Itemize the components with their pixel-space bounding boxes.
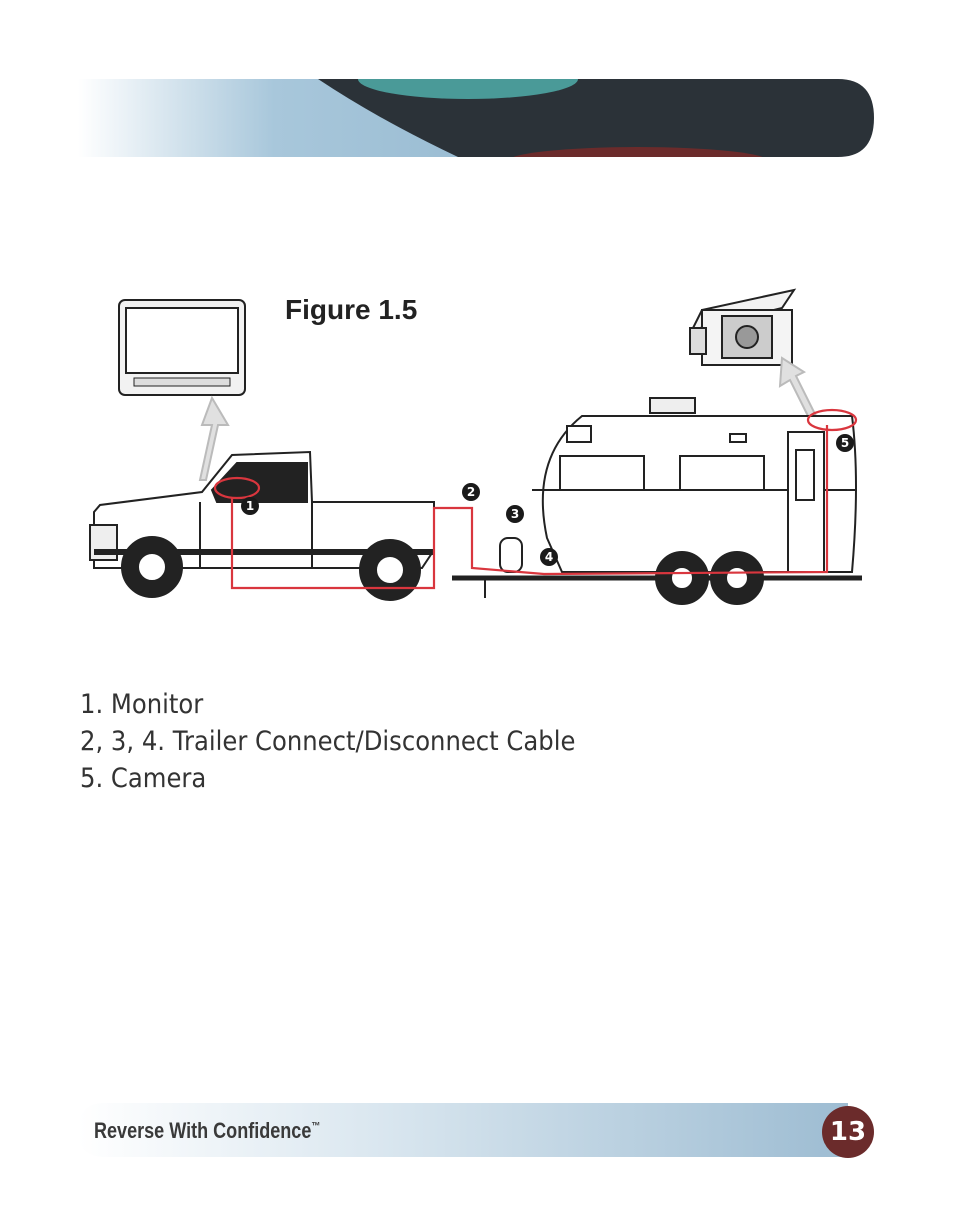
figure-label: Figure 1.5: [285, 294, 418, 325]
legend-item-monitor: 1. Monitor: [80, 689, 204, 720]
monitor-icon: [119, 300, 245, 395]
page-title: Installing the Monitor: [533, 16, 908, 65]
camera-icon: [690, 290, 794, 365]
callout-3: 3: [510, 507, 520, 521]
callout-5: 5: [840, 436, 850, 450]
footer-brand: [94, 1118, 320, 1144]
callout-1: 1: [245, 499, 255, 513]
hitch-illustration: [452, 538, 562, 598]
callout-2: 2: [466, 485, 476, 499]
page-number: 13: [822, 1106, 874, 1158]
truck-illustration: [90, 452, 434, 600]
legend-item-cable: 2, 3, 4. Trailer Connect/Disconnect Cable: [80, 726, 576, 757]
figure-legend: [80, 686, 575, 797]
trademark-symbol: ™: [311, 1120, 321, 1133]
callout-4: 4: [544, 550, 554, 564]
legend-item-camera: 5. Camera: [80, 763, 207, 794]
header-banner: [78, 79, 874, 157]
installation-diagram: [82, 280, 872, 620]
brand-text: Reverse With Confidence: [94, 1118, 312, 1143]
